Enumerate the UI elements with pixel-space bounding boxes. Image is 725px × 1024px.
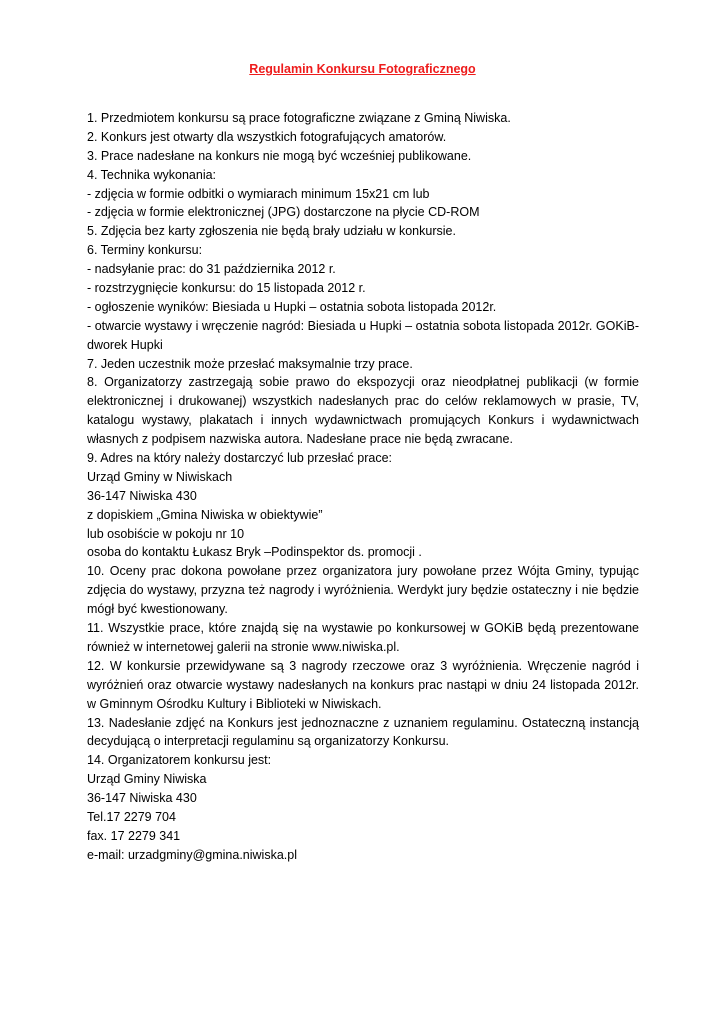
document-line: e-mail: urzadgminy@gmina.niwiska.pl [87, 847, 297, 862]
document-line: - zdjęcia w formie odbitki o wymiarach minimum 15x21 cm lub [87, 186, 430, 201]
document-line: wyróżnień oraz otwarcie wystawy nadesłanych na konkurs prac nastąpi w dniu 24 listopada 2012r. [87, 677, 639, 692]
document-line: 11. Wszystkie prace, które znajdą się na wystawie po konkursowej w GOKiB będą prezentowane [87, 621, 639, 636]
document-line: 6. Terminy konkursu: [87, 243, 203, 258]
document-line: elektronicznej i drukowanej) wszystkich nadesłanych prac do celów reklamowych w prasie, TV, [87, 394, 639, 409]
document-line: dworek Hupki [87, 337, 163, 352]
document-line: 5. Zdjęcia bez karty zgłoszenia nie będą brały udziału w konkursie. [87, 224, 456, 239]
document-line: 36-147 Niwiska 430 [87, 488, 197, 503]
document-line: 3. Prace nadesłane na konkurs nie mogą być wcześniej publikowane. [87, 148, 472, 163]
document-line: osoba do kontaktu Łukasz Bryk –Podinspektor ds. promocji . [87, 545, 422, 560]
document-line: 2. Konkurs jest otwarty dla wszystkich fotografujących amatorów. [87, 129, 447, 144]
document-line: 8. Organizatorzy zastrzegają sobie prawo do ekspozycji oraz nieodpłatnej publikacji (w formie [87, 375, 639, 390]
document-line: katalogu wystawy, plakatach i innych wydawnictwach promujących Konkurs i wydawnictwach [87, 413, 639, 428]
document-line: 1. Przedmiotem konkursu są prace fotograficzne związane z Gminą Niwiska. [87, 111, 511, 125]
document-line: 12. W konkursie przewidywane są 3 nagrody rzeczowe oraz 3 wyróżnienia. Wręczenie nagród i [87, 658, 639, 673]
document-line: Tel.17 2279 704 [87, 809, 176, 824]
document-line: 4. Technika wykonania: [87, 167, 217, 182]
document-line: 36-147 Niwiska 430 [87, 791, 197, 806]
document-line: - ogłoszenie wyników: Biesiada u Hupki – ostatnia sobota listopada 2012r. [87, 299, 497, 314]
document-title: Regulamin Konkursu Fotograficznego [249, 62, 476, 76]
document-body [87, 109, 639, 865]
document-line: Urząd Gminy Niwiska [87, 772, 207, 787]
document-line: 14. Organizatorem konkursu jest: [87, 753, 272, 768]
document-line: mógł być kwestionowany. [87, 602, 228, 617]
document-line: Urząd Gminy w Niwiskach [87, 469, 233, 484]
document-line: 13. Nadesłanie zdjęć na Konkurs jest jednoznaczne z uznaniem regulaminu. Ostateczną instancją [87, 715, 639, 730]
document-line: 9. Adres na który należy dostarczyć lub przesłać prace: [87, 451, 393, 466]
document-line: - rozstrzygnięcie konkursu: do 15 listopada 2012 r. [87, 281, 366, 296]
document-line: również w internetowej galerii na stronie www.niwiska.pl. [87, 639, 400, 654]
document-line: fax. 17 2279 341 [87, 828, 181, 843]
document-line: - nadsyłanie prac: do 31 października 2012 r. [87, 262, 336, 277]
document-line: - zdjęcia w formie elektronicznej (JPG) dostarczone na płycie CD-ROM [87, 205, 480, 220]
document-line: - otwarcie wystawy i wręczenie nagród: Biesiada u Hupki – ostatnia sobota listopada 2012r. GOKiB- [87, 318, 639, 333]
document-line: własnych z podpisem nazwiska autora. Nadesłane prace nie będą zwracane. [87, 432, 513, 447]
document-line: decydującą o interpretacji regulaminu są organizatorzy Konkursu. [87, 734, 449, 749]
document-line: 10. Oceny prac dokona powołane przez organizatora jury powołane przez Wójta Gminy, typując [87, 564, 639, 579]
document-line: zdjęcia do wystawy, przyzna też nagrody i wyróżnienia. Werdykt jury będzie ostateczny i nie będzie [87, 583, 639, 598]
document-line: 7. Jeden uczestnik może przesłać maksymalnie trzy prace. [87, 356, 413, 371]
document-line: w Gminnym Ośrodku Kultury i Biblioteki w Niwiskach. [87, 696, 382, 711]
document-line: lub osobiście w pokoju nr 10 [87, 526, 245, 541]
document-line: z dopiskiem „Gmina Niwiska w obiektywie” [87, 507, 323, 522]
